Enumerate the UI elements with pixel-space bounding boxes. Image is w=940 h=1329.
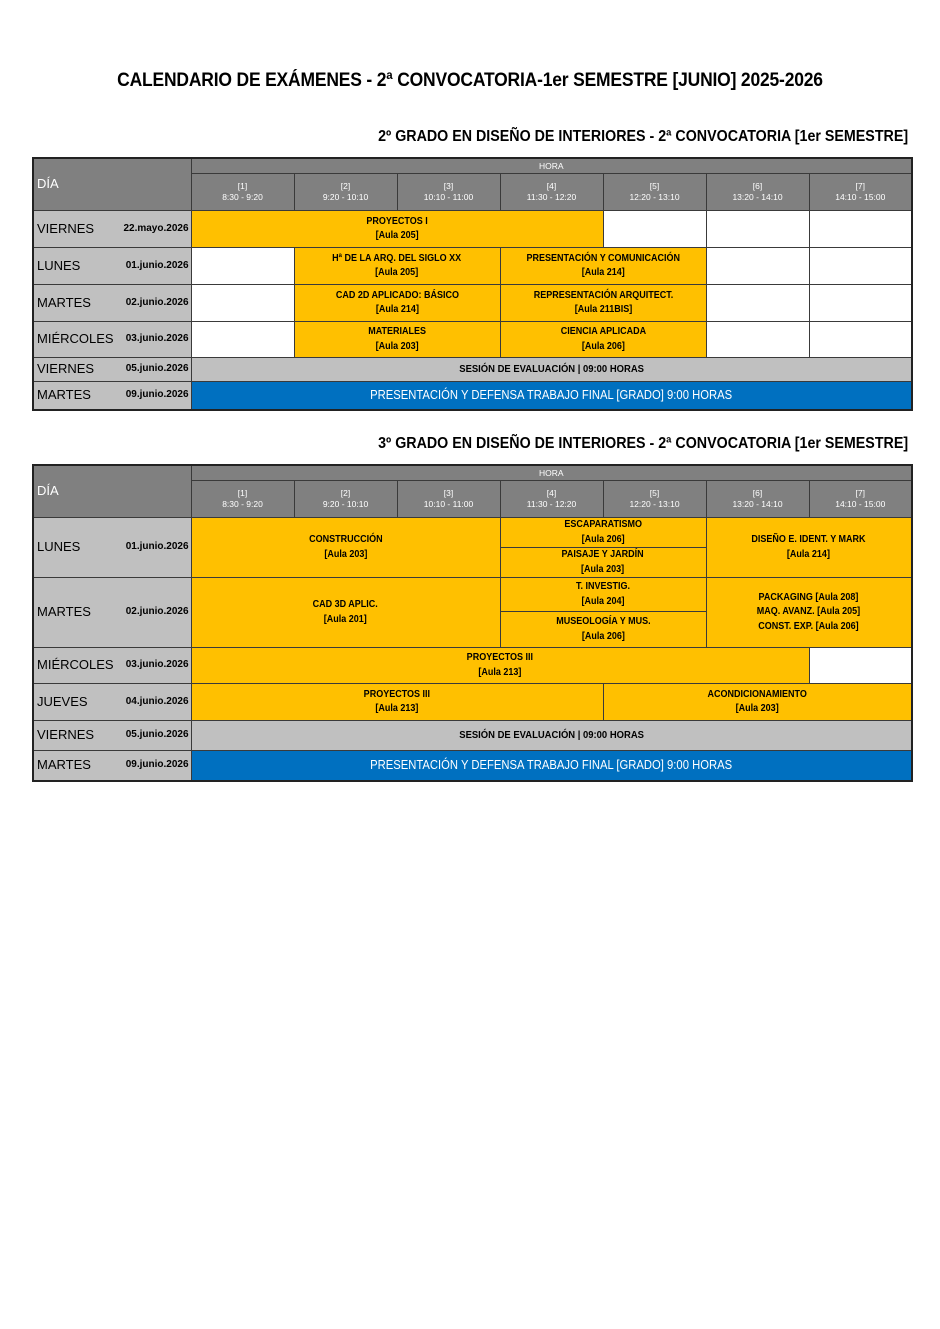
day-label: MARTES: [33, 285, 116, 322]
date-label: 01.junio.2026: [116, 518, 191, 578]
date-label: 01.junio.2026: [116, 248, 191, 285]
day-label: VIERNES: [33, 358, 116, 382]
date-label: 04.junio.2026: [116, 684, 191, 721]
day-label: JUEVES: [33, 684, 116, 721]
section-2-title: 2º GRADO EN DISEÑO DE INTERIORES - 2ª CONVOCATORIA [1er SEMESTRE]: [377, 128, 908, 145]
page-title: CALENDARIO DE EXÁMENES - 2ª CONVOCATORIA-1er SEMESTRE [JUNIO] 2025-2026: [117, 70, 823, 91]
slot-header: [3] 10:10 - 11:00: [397, 481, 500, 518]
slot-header: [1] 8:30 - 9:20: [191, 481, 294, 518]
table-row: [33, 684, 912, 721]
day-label: LUNES: [33, 518, 116, 578]
date-label: 09.junio.2026: [116, 751, 191, 781]
evaluation-session-banner: SESIÓN DE EVALUACIÓN | 09:00 HORAS: [191, 721, 912, 751]
day-label: MARTES: [33, 578, 116, 648]
date-label: 22.mayo.2026: [116, 211, 191, 248]
empty-cell: [706, 322, 809, 358]
exam-cell: ESCAPARATISMO [Aula 206]: [500, 518, 706, 548]
exam-cell: T. INVESTIG. [Aula 204]: [500, 578, 706, 612]
day-label: MARTES: [33, 382, 116, 410]
table-row: [33, 322, 912, 358]
empty-cell: [809, 211, 912, 248]
hora-header: HORA: [191, 158, 912, 174]
slot-header: [1] 8:30 - 9:20: [191, 174, 294, 211]
day-label: VIERNES: [33, 211, 116, 248]
empty-cell: [706, 285, 809, 322]
slot-header: [2] 9:20 - 10:10: [294, 481, 397, 518]
day-label: LUNES: [33, 248, 116, 285]
dia-header: DÍA: [33, 158, 191, 211]
empty-cell: [603, 211, 706, 248]
exam-cell: MATERIALES [Aula 203]: [294, 322, 500, 358]
day-label: VIERNES: [33, 721, 116, 751]
evaluation-session-banner: SESIÓN DE EVALUACIÓN | 09:00 HORAS: [191, 358, 912, 382]
day-label: MARTES: [33, 751, 116, 781]
exam-cell: CONSTRUCCIÓN [Aula 203]: [191, 518, 500, 578]
schedule-table-3rd-grade: [32, 464, 913, 782]
slot-header: [2] 9:20 - 10:10: [294, 174, 397, 211]
table-row: [33, 751, 912, 781]
exam-cell: PAISAJE Y JARDÍN [Aula 203]: [500, 548, 706, 578]
table-row: [33, 358, 912, 382]
dia-header: DÍA: [33, 465, 191, 518]
date-label: 05.junio.2026: [116, 721, 191, 751]
slot-header: [6] 13:20 - 14:10: [706, 481, 809, 518]
schedule-table-2nd-grade: [32, 157, 913, 411]
table-row: [33, 285, 912, 322]
empty-cell: [809, 322, 912, 358]
slot-header: [4] 11:30 - 12:20: [500, 174, 603, 211]
empty-cell: [809, 248, 912, 285]
empty-cell: [706, 248, 809, 285]
exam-cell: CAD 2D APLICADO: BÁSICO [Aula 214]: [294, 285, 500, 322]
empty-cell: [191, 285, 294, 322]
exam-cell: REPRESENTACIÓN ARQUITECT. [Aula 211BIS]: [500, 285, 706, 322]
slot-header: [5] 12:20 - 13:10: [603, 481, 706, 518]
empty-cell: [809, 285, 912, 322]
table-row: [33, 721, 912, 751]
exam-cell: PROYECTOS III [Aula 213]: [191, 648, 809, 684]
slot-header: [3] 10:10 - 11:00: [397, 174, 500, 211]
hora-header: HORA: [191, 465, 912, 481]
empty-cell: [809, 648, 912, 684]
exam-cell: PROYECTOS I [Aula 205]: [191, 211, 603, 248]
table-row: [33, 248, 912, 285]
table-row: [33, 648, 912, 684]
date-label: 05.junio.2026: [116, 358, 191, 382]
section-3-title: 3º GRADO EN DISEÑO DE INTERIORES - 2ª CONVOCATORIA [1er SEMESTRE]: [377, 435, 908, 452]
date-label: 02.junio.2026: [116, 578, 191, 648]
exam-cell: CAD 3D APLIC. [Aula 201]: [191, 578, 500, 648]
exam-cell: PACKAGING [Aula 208] MAQ. AVANZ. [Aula 205] CONST. EXP. [Aula 206]: [706, 578, 912, 648]
empty-cell: [191, 248, 294, 285]
date-label: 02.junio.2026: [116, 285, 191, 322]
empty-cell: [706, 211, 809, 248]
day-label: MIÉRCOLES: [33, 322, 116, 358]
exam-cell: MUSEOLOGÍA Y MUS. [Aula 206]: [500, 612, 706, 648]
final-project-banner: PRESENTACIÓN Y DEFENSA TRABAJO FINAL [GRADO] 9:00 HORAS: [191, 382, 912, 410]
final-project-banner: PRESENTACIÓN Y DEFENSA TRABAJO FINAL [GRADO] 9:00 HORAS: [191, 751, 912, 781]
exam-cell: DISEÑO E. IDENT. Y MARK [Aula 214]: [706, 518, 912, 578]
slot-header: [5] 12:20 - 13:10: [603, 174, 706, 211]
exam-cell: PROYECTOS III [Aula 213]: [191, 684, 603, 721]
table-row: [33, 518, 912, 548]
exam-cell: PRESENTACIÓN Y COMUNICACIÓN [Aula 214]: [500, 248, 706, 285]
exam-cell: ACONDICIONAMIENTO [Aula 203]: [603, 684, 912, 721]
date-label: 03.junio.2026: [116, 322, 191, 358]
empty-cell: [191, 322, 294, 358]
date-label: 03.junio.2026: [116, 648, 191, 684]
exam-cell: CIENCIA APLICADA [Aula 206]: [500, 322, 706, 358]
date-label: 09.junio.2026: [116, 382, 191, 410]
slot-header: [7] 14:10 - 15:00: [809, 481, 912, 518]
table-row: [33, 382, 912, 410]
table-row: [33, 211, 912, 248]
table-row: [33, 578, 912, 612]
slot-header: [7] 14:10 - 15:00: [809, 174, 912, 211]
day-label: MIÉRCOLES: [33, 648, 116, 684]
slot-header: [4] 11:30 - 12:20: [500, 481, 603, 518]
slot-header: [6] 13:20 - 14:10: [706, 174, 809, 211]
exam-cell: Hª DE LA ARQ. DEL SIGLO XX [Aula 205]: [294, 248, 500, 285]
